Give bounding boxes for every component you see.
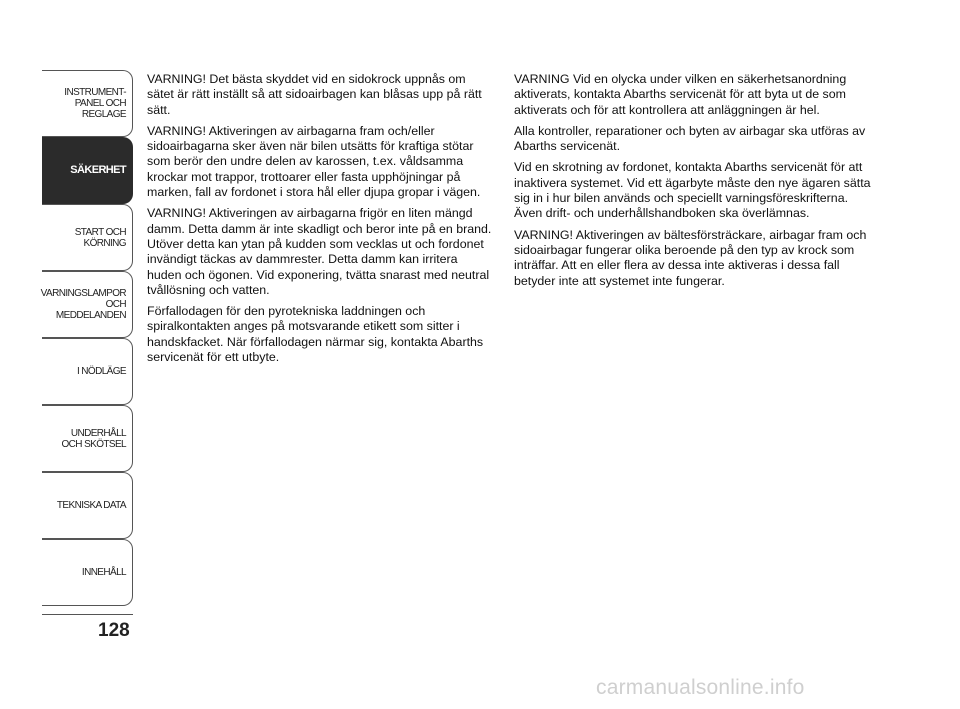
tab-i-nodlage[interactable]: I NÖDLÄGE [42,338,133,405]
nav-divider [42,614,133,615]
right-text-column [514,72,872,295]
paragraph: VARNING! Aktiveringen av airbagarna fram och/eller sidoairbagarna sker även när bilen utsätts för kraftiga stötar som berör den undre delen av karossen, t.ex. våldsamma krockar mot trappor, trottoarer eller fasta upphöjningar på marken, fall av fordonet i stora hål eller djupa gropar i vägen. [147,123,481,200]
paragraph: VARNING! Det bästa skyddet vid en sidokrock uppnås om sätet är rätt inställt så att sidoairbagen kan blåsas upp på rätt sätt. [147,72,482,117]
paragraph: Förfallodagen för den pyrotekniska laddningen och spiralkontakten anges på motsvarande etikett som sitter i handskfacket. När förfallodagen närmar sig, kontakta Abarths servicenät för ett utbyte. [147,304,484,365]
paragraph: Alla kontroller, reparationer och byten av airbagar ska utföras av Abarths servicenät. [514,123,866,154]
page-number: 128 [98,620,130,641]
tab-varningslampor[interactable]: VARNINGSLAMPOR OCH MEDDELANDEN [42,271,133,338]
paragraph: Vid en skrotning av fordonet, kontakta Abarths servicenät för att inaktivera systemet. Vid ett ägarbyte måste den nye ägaren sätta sig in i hur bilen används och speciellt varningsföreskrifterna. Även drift- och underhållshandboken ska överlämnas. [514,160,871,221]
watermark: carmanualsonline.info [596,676,805,699]
tab-start-och-korning[interactable]: START OCH KÖRNING [42,204,133,271]
paragraph: VARNING! Aktiveringen av airbagarna frigör en liten mängd damm. Detta damm är inte skadligt och beror inte på en brand. Utöver detta kan ytan på kudden som vecklas ut och fordonet invändigt täckas av dammrester. Detta damm kan irritera huden och ögonen. Vid exponering, tvätta snarast med neutral tvållösning och vatten. [147,206,492,297]
tab-underhall[interactable]: UNDERHÅLL OCH SKÖTSEL [42,405,133,472]
tab-sakerhet[interactable]: SÄKERHET [42,137,133,204]
paragraph: VARNING! Aktiveringen av bältesförsträckare, airbagar fram och sidoairbagar fungerar olika beroende på den typ av krock som inträffar. Att en eller flera av dessa inte aktiveras i dessa fall betyder inte att systemet inte fungerar. [514,227,867,288]
tab-innehall[interactable]: INNEHÅLL [42,539,133,606]
tab-instrumentpanel[interactable]: INSTRUMENT- PANEL OCH REGLAGE [42,70,133,137]
tab-tekniska-data[interactable]: TEKNISKA DATA [42,472,133,539]
section-tabs [42,70,133,606]
left-text-column [147,72,495,371]
paragraph: VARNING Vid en olycka under vilken en säkerhetsanordning aktiverats, kontakta Abarths servicenät för att byta ut de som aktiverats och för att kontrollera att anläggningen är hel. [514,72,847,117]
